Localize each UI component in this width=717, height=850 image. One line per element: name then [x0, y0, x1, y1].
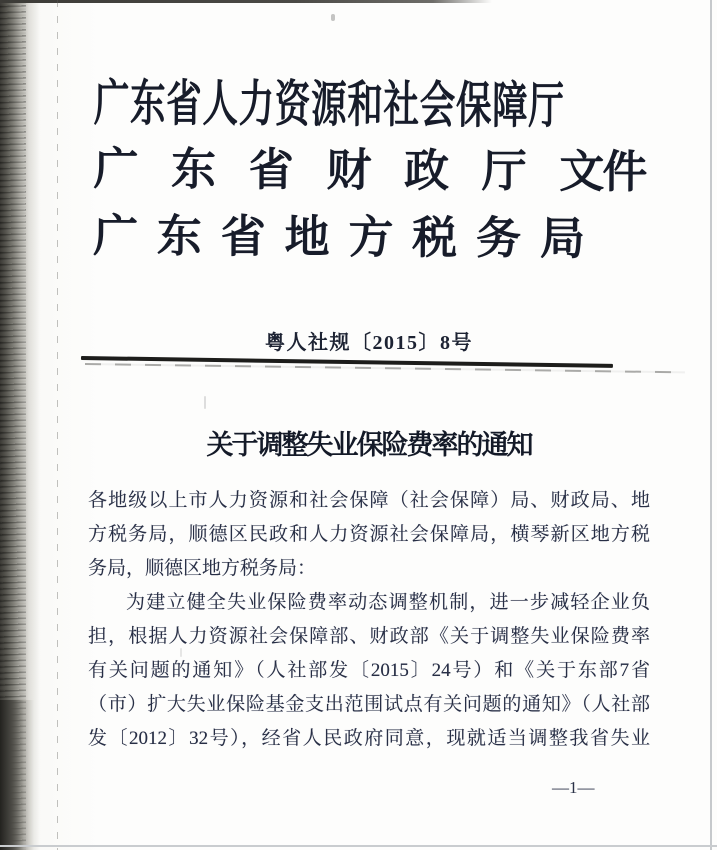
letterhead-agency-1: 广东省人力资源和社会保障厅 [93, 75, 565, 134]
letterhead-char: 广 [92, 210, 139, 262]
letterhead-char: 广 [93, 143, 139, 195]
letterhead-char: 财 [326, 145, 372, 196]
document-title: 关于调整失业保险费率的通知 [206, 430, 532, 460]
scan-bottom-edge-line [0, 845, 717, 847]
body-line: 有关问题的通知》（人社部发〔2015〕24号）和《关于东部7省 [88, 660, 650, 681]
letterhead-char: 地 [284, 212, 330, 263]
letterhead-char: 东 [156, 211, 203, 262]
letterhead-char: 务 [475, 213, 522, 264]
letterhead-char: 税 [412, 212, 458, 264]
letterhead-char: 省 [248, 144, 294, 196]
scan-speck [204, 396, 206, 409]
body-line: 发〔2012〕32号），经省人民政府同意，现就适当调整我省失业 [88, 728, 650, 749]
scan-top-edge-line [0, 0, 492, 3]
scan-speck [331, 14, 335, 21]
letterhead-char: 方 [348, 212, 394, 263]
letterhead-char: 东 [170, 144, 217, 195]
scan-left-bottom-shadow [0, 700, 34, 850]
letterhead-char: 省 [220, 211, 266, 263]
letterhead-doc-word: 文件 [559, 146, 646, 198]
body-line: 方税务局，顺德区民政和人力资源社会保障局，横琴新区地方税 [88, 524, 650, 545]
body-line: 担，根据人力资源社会保障部、财政部《关于调整失业保险费率 [88, 626, 650, 647]
body-line: 为建立健全失业保险费率动态调整机制，进一步减轻企业负 [126, 592, 650, 613]
document-body [88, 484, 650, 756]
page-number: —1— [552, 778, 595, 797]
letterhead-char: 局 [539, 213, 586, 265]
scan-right-edge-line [710, 0, 712, 850]
letterhead-agency-2 [93, 143, 646, 198]
letterhead [92, 75, 654, 265]
body-line: 务局，顺德区地方税务局： [88, 558, 317, 579]
letterhead-agency-3 [92, 210, 586, 265]
document-number: 粤人社规〔2015〕8号 [265, 332, 473, 354]
scan-crease-line [57, 0, 58, 850]
letterhead-char: 厅 [481, 146, 527, 197]
body-line: 各地级以上市人力资源和社会保障（社会保障）局、财政局、地 [88, 490, 650, 511]
body-line: （市）扩大失业保险基金支出范围试点有关问题的通知》（人社部 [88, 694, 650, 715]
letterhead-char: 政 [403, 145, 450, 197]
